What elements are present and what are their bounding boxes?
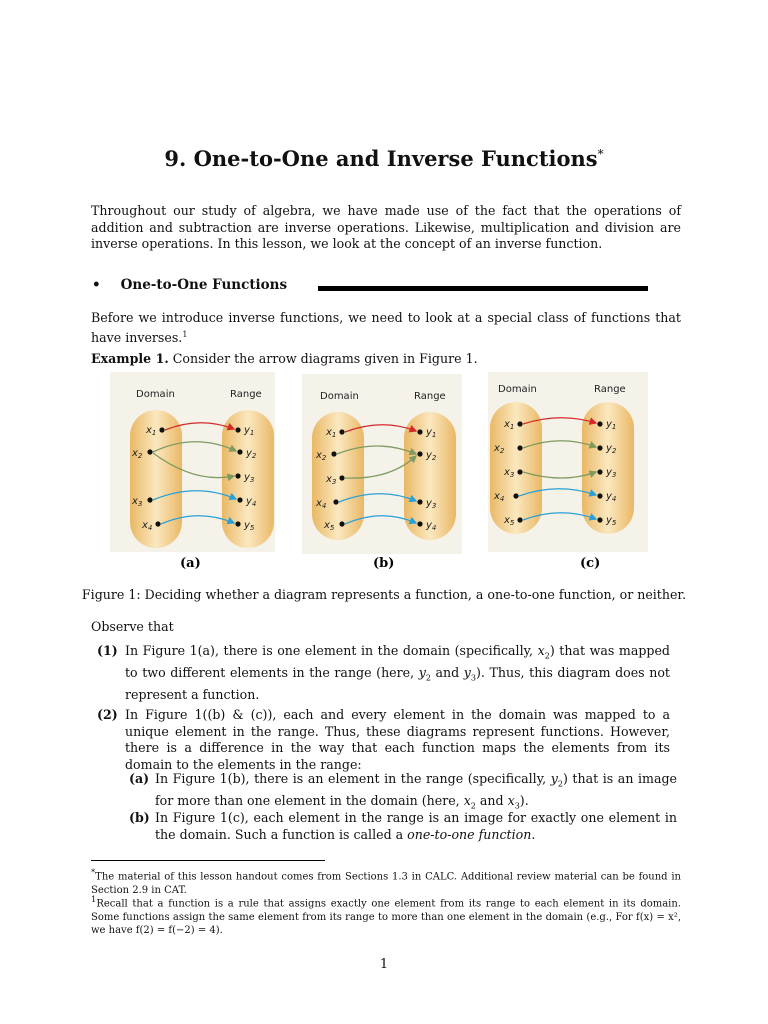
svg-text:x3: $x_3$ [504, 467, 515, 479]
svg-text:x5: $x_5$ [324, 520, 335, 532]
svg-text:x3: $x_3$ [132, 496, 143, 508]
section-heading [92, 277, 287, 293]
domain-label: Domain [136, 389, 175, 400]
svg-text:x5: $x_5$ [504, 515, 515, 527]
svg-text:y3: $y_3$ [244, 472, 255, 484]
svg-text:x2: $x_2$ [316, 450, 327, 462]
svg-text:y1: $y_1$ [244, 425, 255, 437]
domain-label: Domain [498, 384, 537, 395]
svg-text:y2: $y_2$ [426, 450, 437, 462]
footnote-1: *The material of this lesson handout comes from Sections 1.3 in CALC. Additional review material can be found in Section 2.9 in CAT. [91, 867, 681, 896]
panel-c [488, 372, 648, 552]
svg-text:y1: $y_1$ [606, 419, 617, 431]
svg-text:x2: $x_2$ [132, 448, 143, 460]
emphasis: one-to-one function [407, 826, 532, 842]
paragraph-2: Before we introduce inverse functions, we need to look at a special class of functions that have inverses.$^1$ [91, 310, 681, 345]
page-title: 9. One-to-One and Inverse Functions* [164, 146, 604, 171]
domain-label: Domain [320, 391, 359, 402]
svg-text:y3: $y_3$ [606, 467, 617, 479]
section-heading-text: One-to-One Functions [120, 277, 288, 293]
svg-text:y4: $y_4$ [246, 496, 257, 508]
intro-paragraph: Throughout our study of algebra, we have made use of the fact that the operations of addition and subtraction are inverse operations. Likewise, multiplication and division are inverse operations. In this lesson, we look at the concept of an inverse function. [91, 203, 681, 251]
svg-text:x4: $x_4$ [494, 491, 505, 503]
svg-text:x1: $x_1$ [504, 419, 515, 431]
panel-b [302, 374, 462, 554]
svg-text:x1: $x_1$ [146, 425, 157, 437]
observe-text: Observe that [91, 619, 174, 634]
panel-a-label: (a) [180, 556, 201, 571]
range-label: Range [594, 384, 626, 395]
bullet-icon: • [92, 277, 101, 293]
panel-c-label: (c) [580, 556, 601, 571]
panel-b-label: (b) [373, 556, 395, 571]
svg-text:y5: $y_5$ [244, 520, 255, 532]
figure-1 [110, 372, 655, 577]
page-number: 1 [379, 957, 389, 972]
range-label: Range [414, 391, 446, 402]
example-label: Example 1. [91, 351, 169, 366]
figure-caption: Figure 1: Deciding whether a diagram represents a function, a one-to-one function, or neither. [81, 587, 687, 602]
svg-text:x2: $x_2$ [494, 443, 505, 455]
svg-text:y5: $y_5$ [606, 515, 617, 527]
svg-text:y4: $y_4$ [426, 520, 437, 532]
svg-text:x3: $x_3$ [326, 474, 337, 486]
svg-text:x4: $x_4$ [316, 498, 327, 510]
svg-text:y2: $y_2$ [606, 443, 617, 455]
section-rule [318, 286, 648, 291]
example-text: Consider the arrow diagrams given in Figure 1. [172, 351, 478, 366]
panel-a [110, 372, 275, 552]
svg-text:x4: $x_4$ [142, 520, 153, 532]
footnote-rule [91, 860, 325, 861]
svg-text:x1: $x_1$ [326, 427, 337, 439]
range-label: Range [230, 389, 262, 400]
footnote-2: $^1$Recall that a function is a rule that assigns exactly one element from its range to each element in its domain. Some functions assign the same element from its range to more than one element in the domain (e.g., For f(x) = x², we have f(2) = f(−2) = 4). [91, 894, 681, 937]
title-footnote-mark: * [597, 147, 604, 161]
svg-text:y4: $y_4$ [606, 491, 617, 503]
svg-text:y2: $y_2$ [246, 448, 257, 460]
footnote-mark-1: 1 [182, 329, 188, 339]
svg-text:y3: $y_3$ [426, 498, 437, 510]
subscript: 2 [544, 651, 550, 661]
example-1 [91, 351, 681, 368]
svg-text:y1: $y_1$ [426, 427, 437, 439]
